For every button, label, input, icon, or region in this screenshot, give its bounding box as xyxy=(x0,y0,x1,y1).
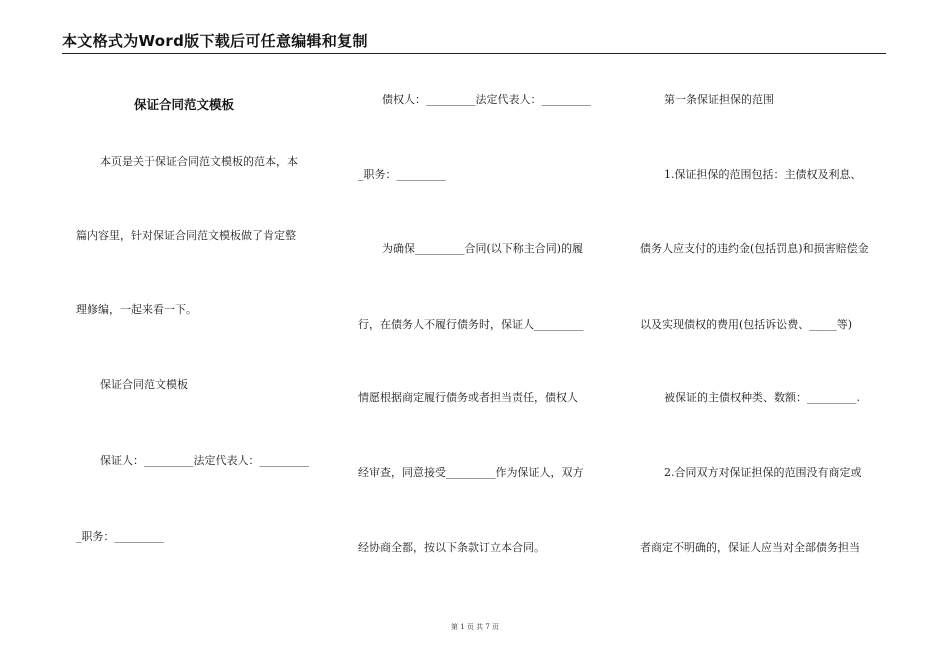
paragraph-line: 经协商全都，按以下条款订立本合同。 xyxy=(358,541,545,554)
paragraph-line: 以及实现债权的费用(包括诉讼费、_____等) xyxy=(640,318,853,331)
paragraph-line: 本页是关于保证合同范文模板的范本，本 xyxy=(100,155,298,168)
paragraph-line: 债务人应支付的违约金(包括罚息)和损害赔偿金 xyxy=(640,242,869,255)
paragraph-line: 1.保证担保的范围包括：主债权及利息、 xyxy=(664,168,862,181)
document-title: 保证合同范文模板 xyxy=(134,97,235,112)
paragraph-line: 债权人：_________法定代表人：_________ xyxy=(382,93,591,106)
paragraph-line: _职务：_________ xyxy=(358,168,446,181)
paragraph-line: 被保证的主债权种类、数额：_________. xyxy=(664,391,860,404)
paragraph-line: 为确保_________合同(以下称主合同)的履 xyxy=(382,242,584,255)
paragraph-line: 保证合同范文模板 xyxy=(100,378,188,391)
document-header-title: 本文格式为Word版下载后可任意编辑和复制 xyxy=(62,32,368,50)
paragraph-line: 经审查，同意接受_________作为保证人，双方 xyxy=(358,466,584,479)
header-divider xyxy=(62,53,886,54)
paragraph-line: 第一条保证担保的范围 xyxy=(664,93,774,106)
paragraph-line: 2.合同双方对保证担保的范围没有商定或 xyxy=(664,466,862,479)
paragraph-line: 理修编，一起来看一下。 xyxy=(76,303,197,316)
paragraph-line: _职务：_________ xyxy=(76,530,164,543)
paragraph-line: 行，在债务人不履行债务时，保证人_________ xyxy=(358,318,584,331)
page-number: 第 1 页 共 7 页 xyxy=(450,623,500,631)
paragraph-line: 保证人：_________法定代表人：_________ xyxy=(100,454,309,467)
paragraph-line: 篇内容里，针对保证合同范文模板做了肯定整 xyxy=(76,229,296,242)
paragraph-line: 情愿根据商定履行债务或者担当责任，债权人 xyxy=(358,391,578,404)
paragraph-line: 者商定不明确的，保证人应当对全部债务担当 xyxy=(640,541,860,554)
